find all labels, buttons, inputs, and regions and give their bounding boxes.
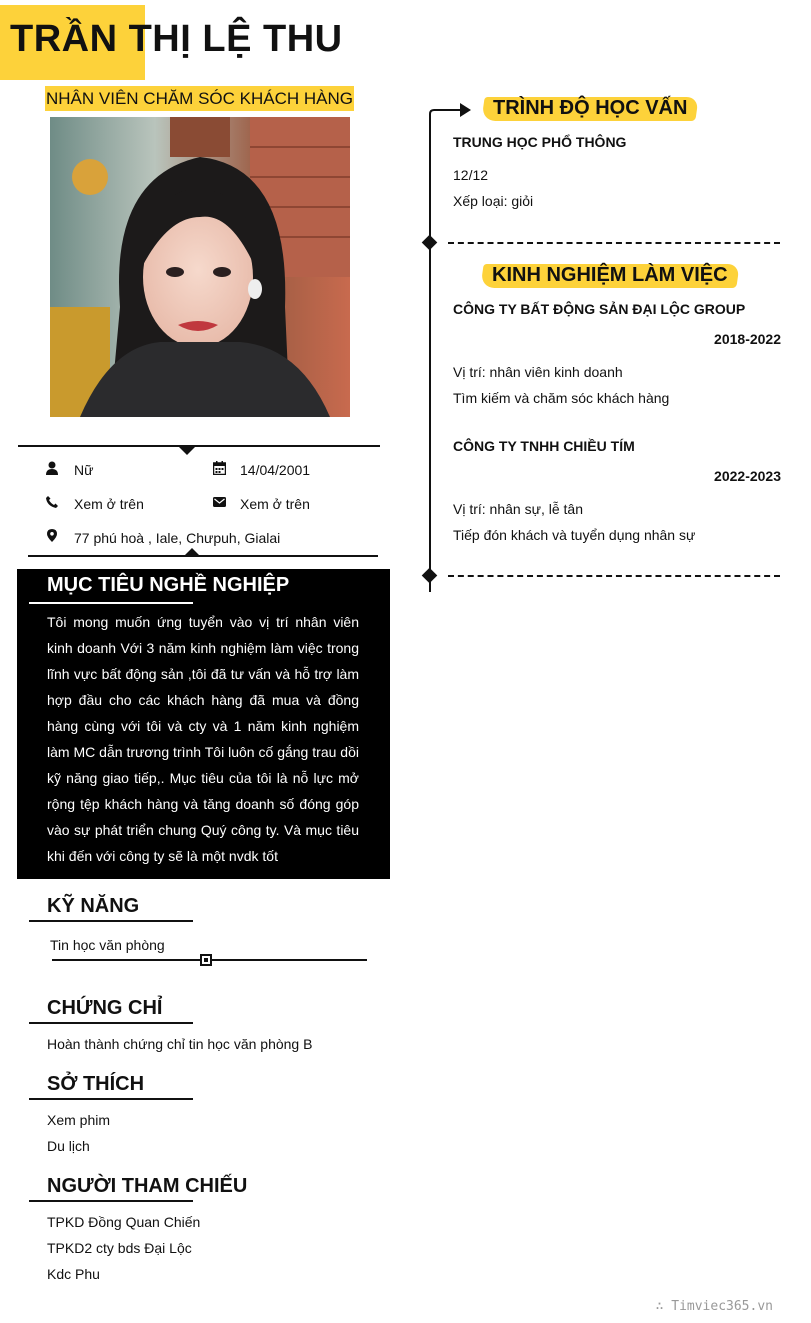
profile-photo [50, 117, 350, 417]
reference-item: Kdc Phu [47, 1266, 100, 1282]
hobby-item: Du lịch [47, 1138, 90, 1154]
references-title: NGƯỜI THAM CHIẾU [47, 1175, 248, 1197]
info-divider-bottom [28, 555, 378, 557]
skill-level-bar [52, 954, 367, 966]
job-company: CÔNG TY BẤT ĐỘNG SẢN ĐẠI LỘC GROUP [453, 301, 746, 317]
certificate-item: Hoàn thành chứng chỉ tin học văn phòng B [47, 1036, 313, 1052]
education-heading [483, 93, 697, 123]
education-title: TRÌNH ĐỘ HỌC VẤN [493, 97, 688, 119]
references-underline [29, 1200, 193, 1202]
watermark: ∴ Timviec365.vn [655, 1299, 773, 1314]
experience-title: KINH NGHIỆM LÀM VIỆC [492, 264, 728, 286]
job-position: Vị trí: nhân sự, lễ tân [453, 501, 583, 517]
skill-name: Tin học văn phòng [50, 937, 165, 953]
objective-underline [29, 602, 193, 604]
envelope-icon [213, 495, 227, 509]
location-pin-icon [47, 529, 61, 543]
skills-title: KỸ NĂNG [47, 895, 140, 917]
phone-icon [46, 495, 60, 509]
hobbies-title: SỞ THÍCH [47, 1073, 145, 1095]
gender-value: Nữ [74, 462, 94, 478]
section-dashed-divider [448, 242, 780, 244]
candidate-name: TRẦN THỊ LỆ THU [10, 18, 343, 60]
skill-level-marker [200, 954, 212, 966]
objective-text: Tôi mong muốn ứng tuyển vào vị trí nhân viên kinh doanh Với 3 năm kinh nghiệm làm việc trong lĩnh vực bất động sản ,tôi đã tư vấn và hỗ trợ làm hợp đầu cho các khách hàng đã mua và đồng hàng cùng với tôi và cty và 1 năm kinh nghiệm làm MC dẫn trương trình Tôi luôn cố gắng trau dồi kỹ năng giao tiếp,. Mục tiêu của tôi là nỗ lực mở rộng tệp khách hàng và tăng doanh số đóng góp vào sự phát triển chung Quý công ty. Và mục tiêu khi đến với công ty sẽ là một nvdk tốt [47, 614, 359, 864]
hobby-item: Xem phim [47, 1112, 111, 1128]
job-description: Tiếp đón khách và tuyển dụng nhân sự [453, 527, 696, 543]
job-period: 2018-2022 [714, 331, 781, 347]
certificates-title: CHỨNG CHỈ [47, 997, 163, 1019]
job-title: NHÂN VIÊN CHĂM SÓC KHÁCH HÀNG [45, 86, 354, 111]
timeline-diamond [422, 235, 438, 251]
education-grade: 12/12 [453, 167, 489, 183]
section-dashed-divider [448, 575, 780, 577]
skills-underline [29, 920, 193, 922]
job-position: Vị trí: nhân viên kinh doanh [453, 364, 623, 380]
timeline-arrow-icon [429, 102, 465, 122]
job-period: 2022-2023 [714, 468, 781, 484]
caret-down-icon [179, 447, 195, 455]
objective-title: MỤC TIÊU NGHỀ NGHIỆP [47, 574, 290, 596]
hobbies-underline [29, 1098, 193, 1100]
calendar-icon [213, 461, 227, 475]
info-divider-top [18, 445, 380, 447]
caret-up-icon [184, 548, 200, 556]
birthday-value: 14/04/2001 [240, 462, 311, 478]
certificates-underline [29, 1022, 193, 1024]
phone-value: Xem ở trên [74, 496, 144, 512]
reference-item: TPKD2 cty bds Đại Lộc [47, 1240, 192, 1256]
education-school: TRUNG HỌC PHỔ THÔNG [453, 134, 627, 150]
timeline-line [429, 118, 431, 592]
reference-item: TPKD Đồng Quan Chiến [47, 1214, 201, 1230]
job-company: CÔNG TY TNHH CHIỀU TÍM [453, 438, 635, 454]
education-rank: Xếp loại: giỏi [453, 193, 534, 209]
timeline-diamond [422, 568, 438, 584]
email-value: Xem ở trên [240, 496, 310, 512]
experience-heading [482, 260, 738, 290]
user-icon [46, 461, 60, 475]
address-value: 77 phú hoà , Iale, Chưpuh, Gialai [74, 530, 281, 546]
job-description: Tìm kiếm và chăm sóc khách hàng [453, 390, 670, 406]
